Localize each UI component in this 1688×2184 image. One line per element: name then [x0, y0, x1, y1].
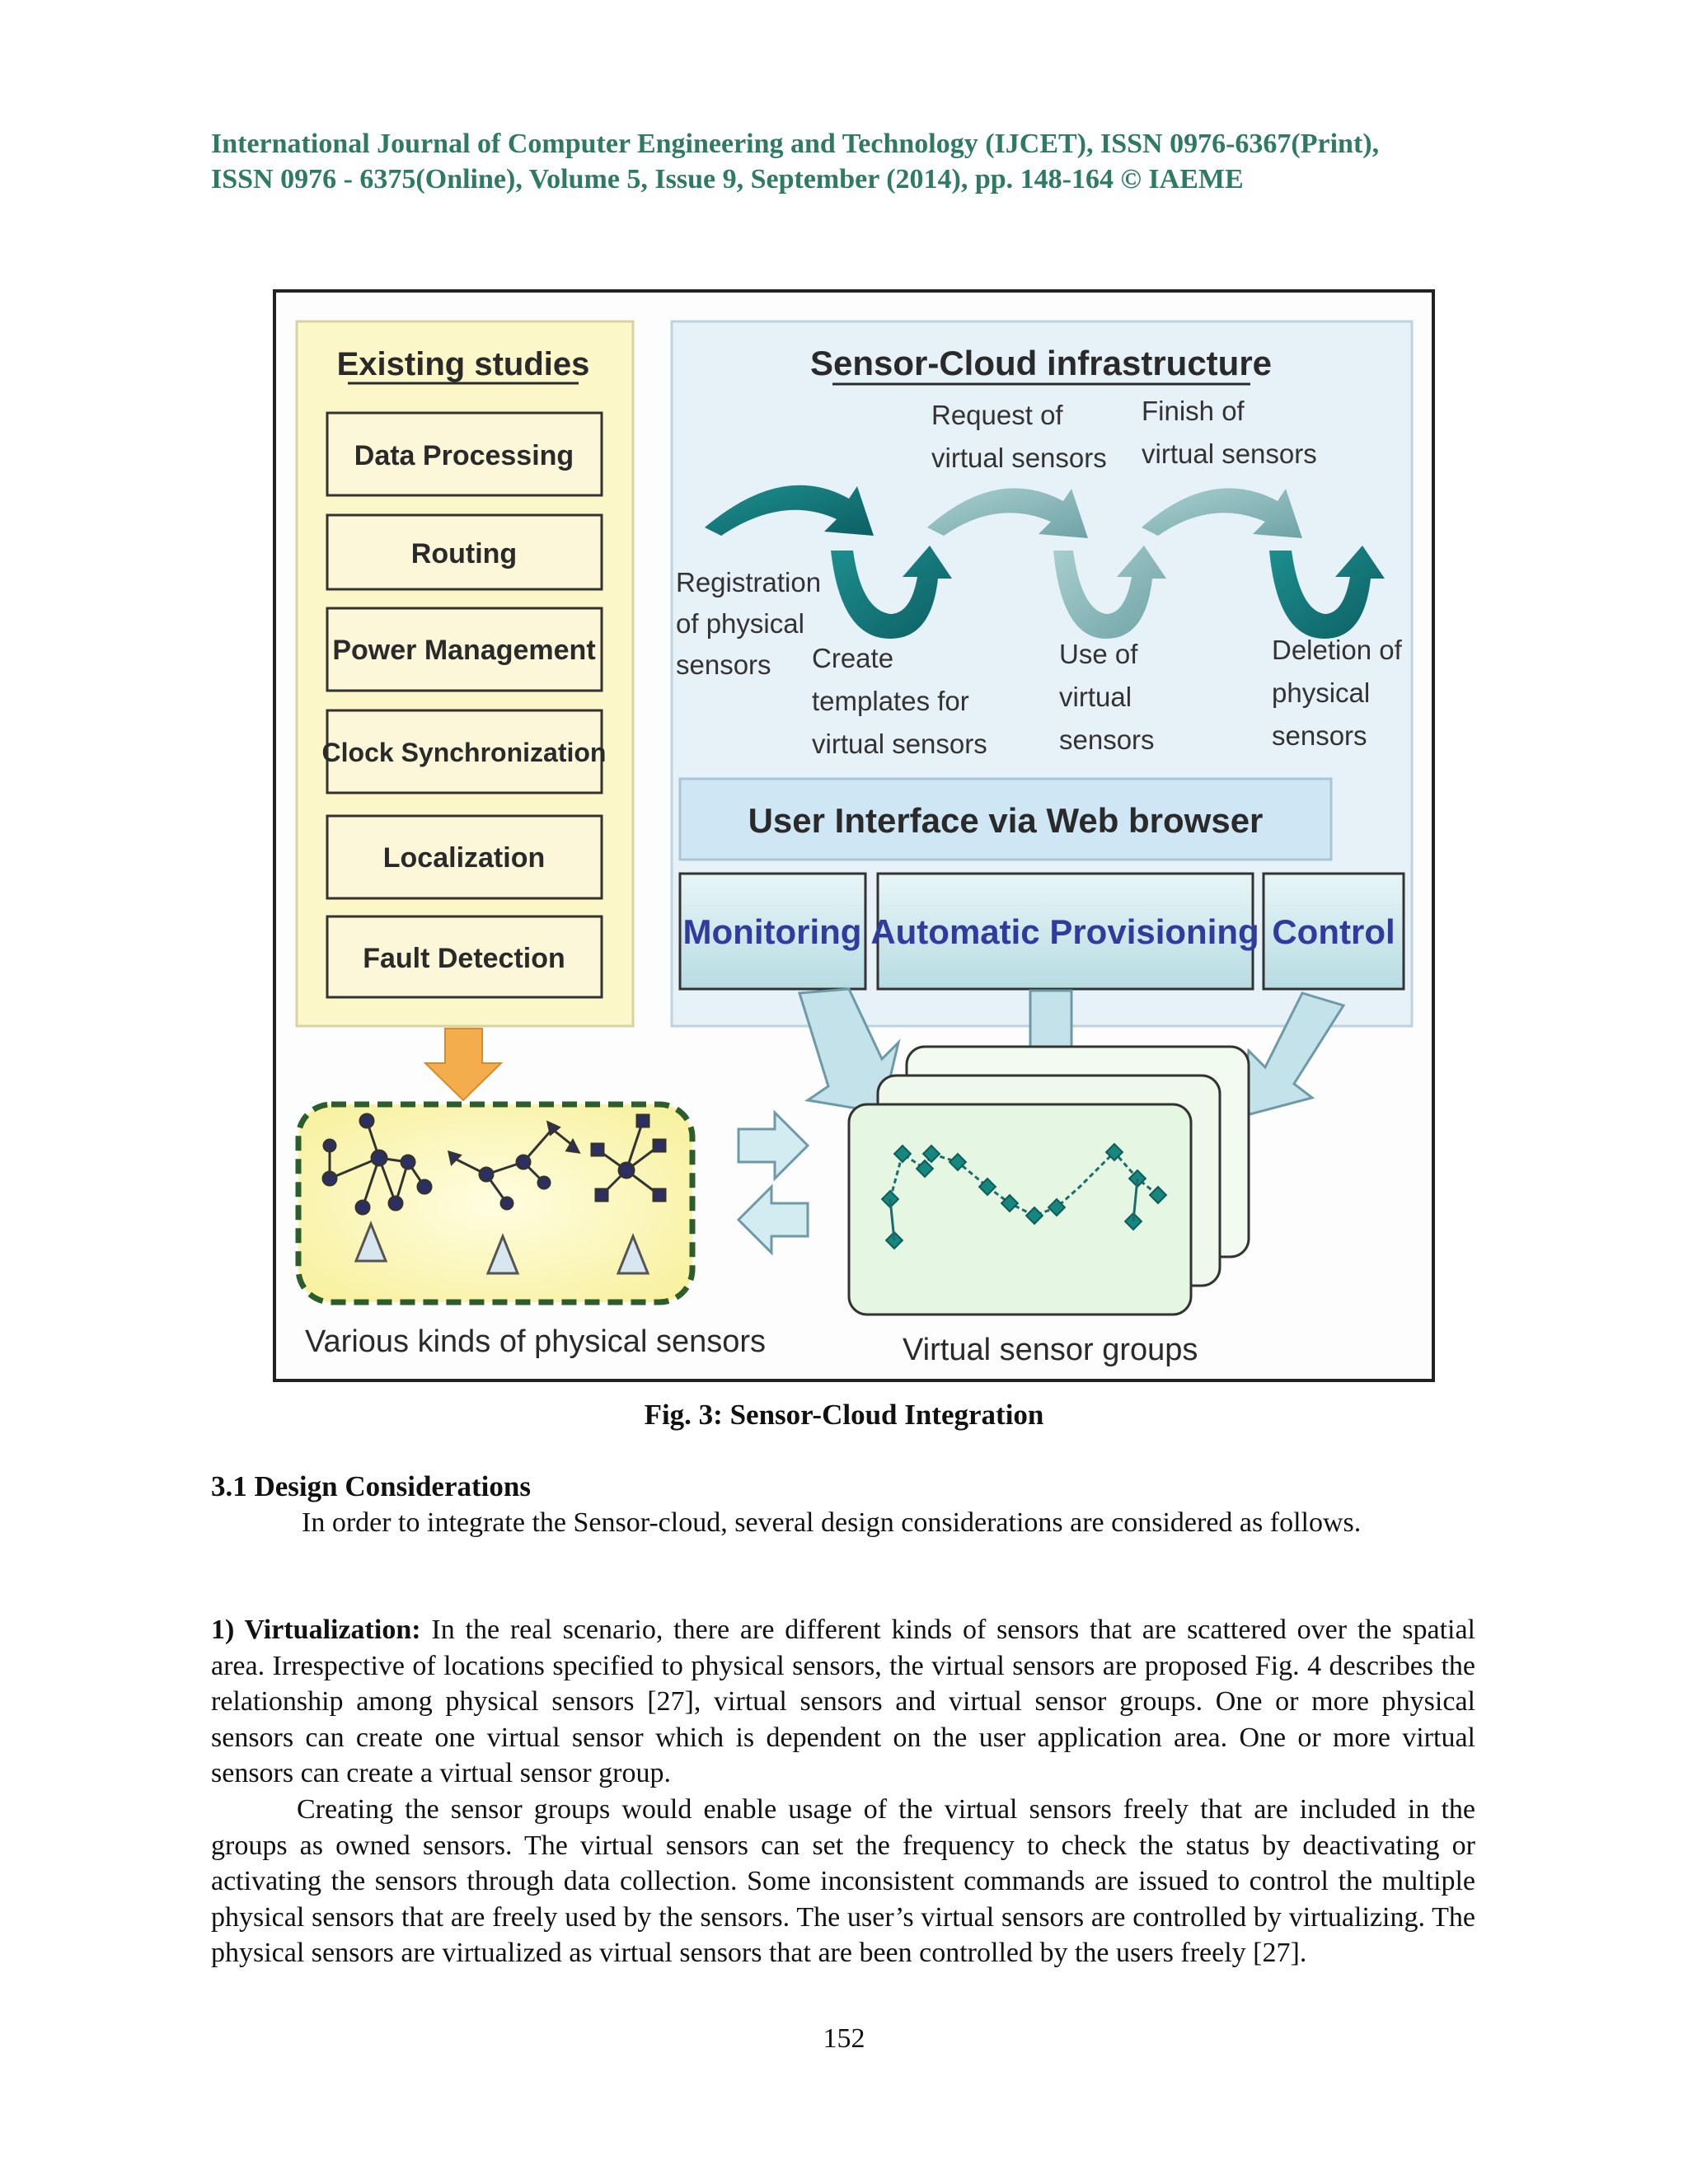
registration-label-1: Registration — [676, 567, 822, 598]
virtualization-block — [211, 1612, 1475, 1971]
study-label: Fault Detection — [363, 943, 565, 974]
journal-header — [211, 126, 1480, 197]
journal-header-line-2: ISSN 0976 - 6375(Online), Volume 5, Issue 9, September (2014), pp. 148-164 © IAEME — [211, 164, 1244, 194]
virtual-group-card-front — [849, 1104, 1191, 1315]
create-label-1: Create — [812, 643, 894, 673]
virtual-groups-label: Virtual sensor groups — [903, 1333, 1198, 1367]
use-label-1: Use of — [1059, 639, 1138, 669]
create-label-3: virtual sensors — [812, 729, 987, 759]
section-heading: 3.1 Design Considerations — [211, 1470, 531, 1502]
request-label-1: Request of — [931, 400, 1063, 430]
provisioning-label: Automatic Provisioning — [870, 912, 1259, 951]
physical-sensors-label: Various kinds of physical sensors — [305, 1324, 766, 1359]
use-label-3: sensors — [1059, 724, 1155, 755]
deletion-label-1: Deletion of — [1272, 635, 1402, 665]
figure-diagram — [272, 288, 1436, 1385]
infrastructure-title: Sensor-Cloud infrastructure — [809, 344, 1273, 382]
existing-studies-title: Existing studies — [336, 346, 590, 382]
sensor-groups-paragraph: Creating the sensor groups would enable usage of the virtual sensors freely that are included in the groups as owned sensors. The virtual sensors can set the frequency to check the status by deactivating or activating the sensors through data collection. Some inconsistent commands are issued to control the multiple physical sensors that are freely used by the sensors. The user’s virtual sensors are controlled by virtualizing. The physical sensors are virtualized as virtual sensors that are been controlled by the users freely [27]. — [211, 1793, 1475, 1969]
registration-label-2: of physical — [676, 608, 804, 639]
journal-header-line-1: International Journal of Computer Engineering and Technology (IJCET), ISSN 0976-6367(Print), — [211, 129, 1380, 159]
study-label: Localization — [382, 842, 546, 874]
virtualization-label: 1) Virtualization: — [211, 1615, 421, 1645]
sensor-cloud-figure — [272, 288, 1436, 1385]
section-intro: In order to integrate the Sensor-cloud, several design considerations are considered as follows. — [302, 1507, 1362, 1538]
deletion-label-3: sensors — [1272, 720, 1367, 751]
registration-label-3: sensors — [676, 649, 771, 680]
control-label: Control — [1272, 912, 1395, 951]
section-intro-block — [211, 1505, 1475, 1541]
virtualization-text: In the real scenario, there are different kinds of sensors that are scattered over the spatial area. Irrespective of locations specified to physical sensors, the virtual sensors are proposed Fig. 4 describes the relationship among physical sensors [27], virtual sensors and virtual sensor groups. One or more physical sensors can create one virtual sensor which is dependent on the user application area. One or more virtual sensors can create a virtual sensor group. — [211, 1615, 1475, 1789]
finish-label-1: Finish of — [1142, 396, 1245, 426]
study-label: Data Processing — [354, 440, 574, 471]
figure-caption: Fig. 3: Sensor-Cloud Integration — [644, 1399, 1044, 1431]
page-number: 152 — [823, 2023, 865, 2054]
request-label-2: virtual sensors — [931, 443, 1107, 473]
user-interface-label: User Interface via Web browser — [748, 801, 1264, 840]
create-label-2: templates for — [812, 686, 969, 716]
virtualization-paragraph — [211, 1612, 1475, 1792]
monitoring-label: Monitoring — [682, 912, 862, 951]
study-label: Power Management — [332, 635, 596, 666]
deletion-label-2: physical — [1272, 677, 1371, 708]
study-label: Clock Synchronization — [321, 738, 607, 767]
use-label-2: virtual — [1059, 682, 1132, 712]
study-label: Routing — [410, 538, 518, 569]
finish-label-2: virtual sensors — [1142, 438, 1317, 469]
